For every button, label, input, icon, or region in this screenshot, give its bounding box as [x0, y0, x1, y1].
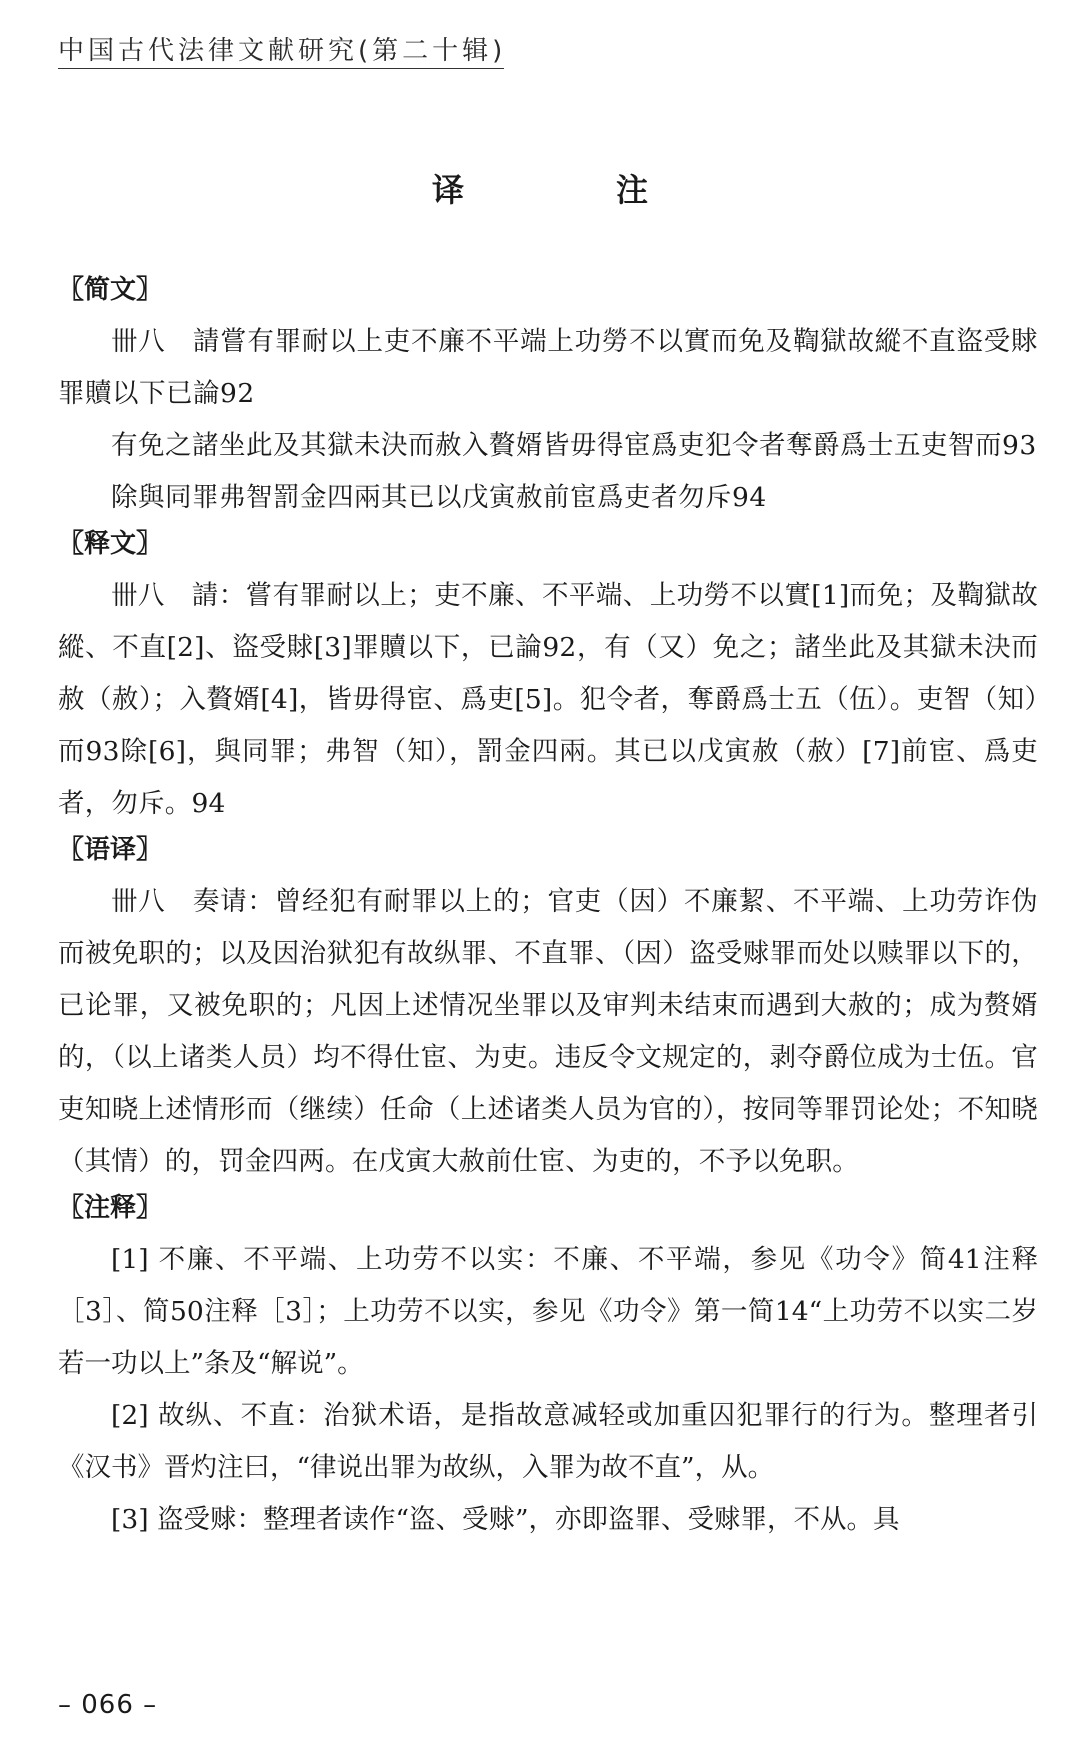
note-paragraph: [1] 不廉、不平端、上功劳不以实：不廉、不平端，参见《功令》简41注释［3］、简50注释［3］；上功劳不以实，参见《功令》第一简14“上功劳不以实二岁若一功以上”条及“解说”。	[58, 1244, 1038, 1379]
running-head: 中国古代法律文献研究(第二十辑)	[58, 36, 507, 66]
section-heading-jianwen: 〖简文〗	[58, 275, 163, 305]
note-paragraph: [3] 盗受赇：整理者读作“盗、受赇”，亦即盗罪、受赇罪，不从。具	[111, 1504, 900, 1535]
note-paragraph: [2] 故纵、不直：治狱术语，是指故意减轻或加重囚犯罪行的行为。整理者引《汉书》晋灼注曰，“律说出罪为故纵，入罪为故不直”，从。	[58, 1400, 1038, 1483]
main-content	[58, 270, 1038, 1546]
section-heading-shiwen: 〖释文〗	[58, 529, 163, 559]
page-number: – 066 –	[58, 1690, 158, 1720]
page-title: 译 注	[431, 171, 708, 209]
section-heading-yuyi: 〖语译〗	[58, 835, 163, 865]
header-rule	[58, 68, 504, 69]
jianwen-paragraph: 有免之諸坐此及其獄未決而赦入贅婿皆毋得宦爲吏犯令者奪爵爲士五吏智而93	[111, 430, 1037, 461]
yuyi-paragraph: 卌八 奏请：曾经犯有耐罪以上的；官吏（因）不廉絜、不平端、上功劳诈伪而被免职的；以及因治狱犯有故纵罪、不直罪、（因）盗受赇罪而处以赎罪以下的，已论罪，又被免职的；凡因上述情况坐罪以及审判未结束而遇到大赦的；成为赘婿的，（以上诸类人员）均不得仕宦、为吏。违反令文规定的，剥夺爵位成为士伍。官吏知晓上述情形而（继续）任命（上述诸类人员为官的），按同等罪罚论处；不知晓（其情）的，罚金四两。在戊寅大赦前仕宦、为吏的，不予以免职。	[58, 886, 1038, 1177]
section-heading-zhushi: 〖注释〗	[58, 1193, 163, 1223]
jianwen-paragraph: 卌八 請嘗有罪耐以上吏不廉不平端上功勞不以實而免及鞫獄故縱不直盜受賕罪贖以下已論92	[58, 326, 1038, 409]
jianwen-paragraph: 除與同罪弗智罰金四兩其已以戊寅赦前宦爲吏者勿斥94	[111, 482, 767, 513]
shiwen-paragraph: 卌八 請：嘗有罪耐以上；吏不廉、不平端、上功勞不以實[1]而免；及鞫獄故縱、不直[2]、盜受賕[3]罪贖以下，已論92，有（又）免之；諸坐此及其獄未決而赦（赦）；入贅婿[4]，皆毋得宦、爲吏[5]。犯令者，奪爵爲士五（伍）。吏智（知）而93除[6]，與同罪；弗智（知），罰金四兩。其已以戊寅赦（赦）[7]前宦、爲吏者，勿斥。94	[58, 580, 1038, 819]
